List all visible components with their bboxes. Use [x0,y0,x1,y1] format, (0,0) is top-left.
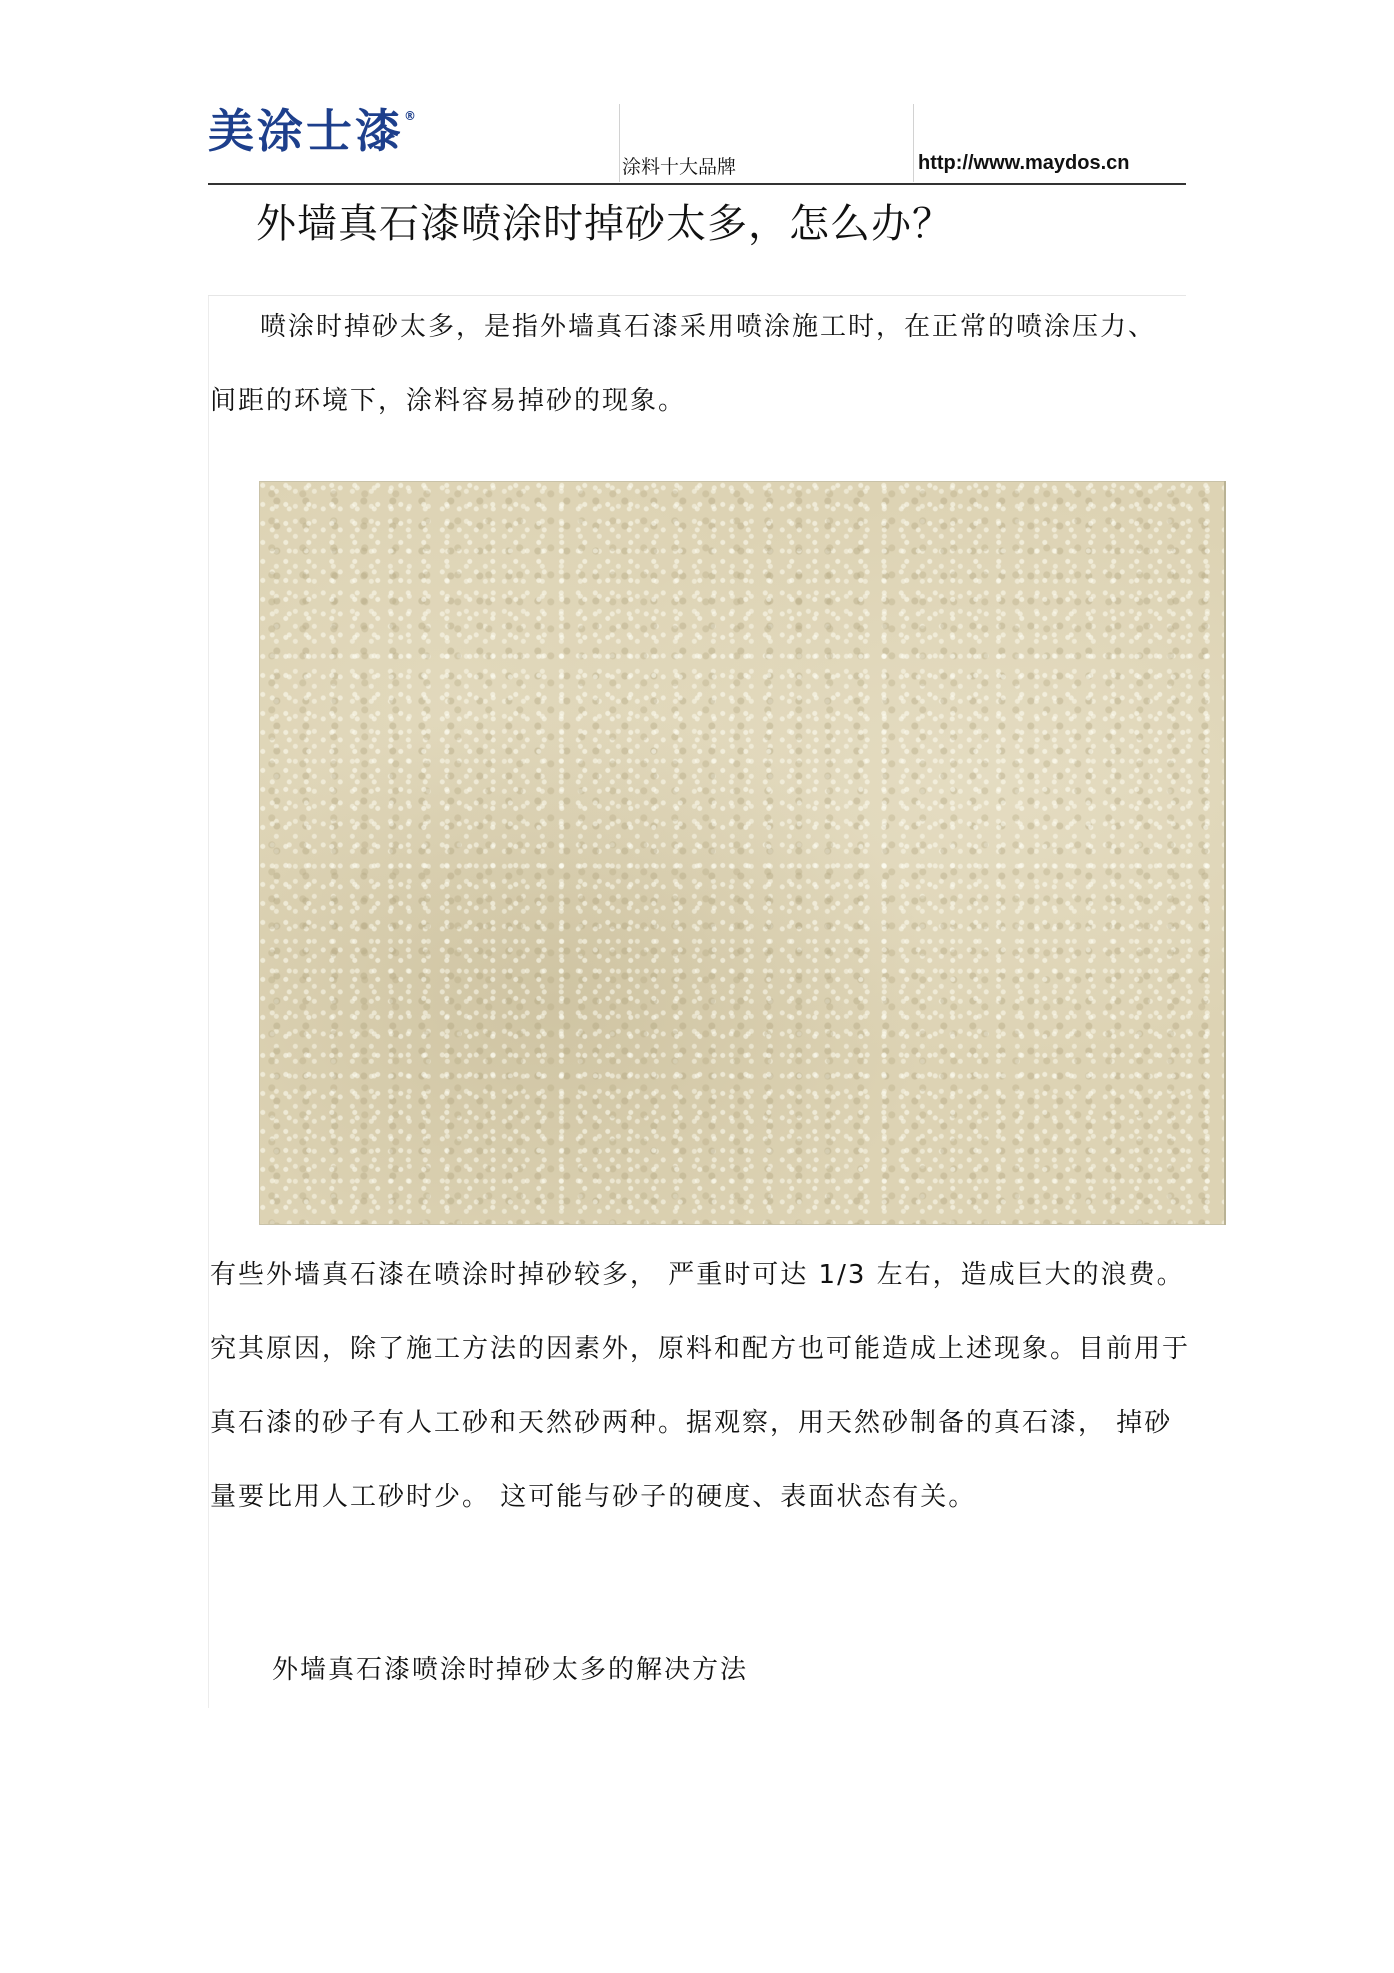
brand-logo [208,104,416,158]
content-left-border [208,296,209,1708]
article-title: 外墙真石漆喷涂时掉砂太多，怎么办？ [256,201,953,247]
stone-paint-texture-image [259,481,1226,1225]
page-header [208,100,1186,184]
body-paragraph: 有些外墙真石漆在喷涂时掉砂较多， 严重时可达 1/3 左右，造成巨大的浪费。究其原因，除了施工方法的因素外，原料和配方也可能造成上述现象。目前用于真石漆的砂子有人工砂和天然砂两种。据观察，用天然砂制备的真石漆， 掉砂量要比用人工砂时少。 这可能与砂子的硬度、表面状态有关。 [210,1260,1191,1512]
registered-mark: ® [404,109,416,123]
brand-logo-text: 美涂士漆 [208,104,404,158]
image-edge [1224,481,1226,1225]
header-rule [208,183,1186,185]
section-subheading: 外墙真石漆喷涂时掉砂太多的解决方法 [272,1655,749,1685]
brand-slogan: 涂料十大品牌 [622,156,737,178]
header-divider [913,104,914,182]
intro-paragraph [210,290,1170,438]
website-url[interactable]: http://www.maydos.cn [918,152,1130,174]
header-divider [619,104,620,182]
intro-text: 喷涂时掉砂太多，是指外墙真石漆采用喷涂施工时，在正常的喷涂压力、间距的环境下，涂料容易掉砂的现象。 [210,312,1157,416]
